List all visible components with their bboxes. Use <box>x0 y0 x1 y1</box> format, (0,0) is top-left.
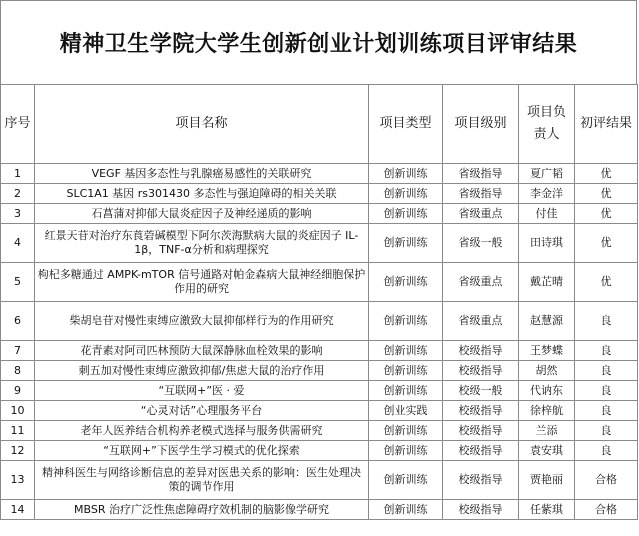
cell-type: 创新训练 <box>369 184 443 204</box>
table-row <box>1 341 638 361</box>
cell-no: 5 <box>1 263 35 302</box>
table-row <box>1 184 638 204</box>
cell-type: 创新训练 <box>369 341 443 361</box>
cell-result: 优 <box>575 184 638 204</box>
cell-type: 创新训练 <box>369 500 443 520</box>
cell-name: 老年人医养结合机构养老模式选择与服务供需研究 <box>35 421 369 441</box>
cell-level: 校级指导 <box>443 461 519 500</box>
cell-name: “互联网+”下医学生学习模式的优化探索 <box>35 441 369 461</box>
cell-leader: 代讷东 <box>519 381 575 401</box>
cell-result: 优 <box>575 224 638 263</box>
cell-type: 创新训练 <box>369 461 443 500</box>
document-title: 精神卫生学院大学生创新创业计划训练项目评审结果 <box>0 0 637 85</box>
cell-level: 省级重点 <box>443 302 519 341</box>
cell-no: 9 <box>1 381 35 401</box>
cell-result: 良 <box>575 401 638 421</box>
cell-no: 3 <box>1 204 35 224</box>
cell-name: “心灵对话”心理服务平台 <box>35 401 369 421</box>
cell-leader: 王梦蝶 <box>519 341 575 361</box>
cell-type: 创新训练 <box>369 302 443 341</box>
cell-no: 2 <box>1 184 35 204</box>
table-row <box>1 441 638 461</box>
cell-level: 校级一般 <box>443 381 519 401</box>
cell-no: 1 <box>1 164 35 184</box>
header-row <box>1 85 638 164</box>
cell-name: 柴胡皂苷对慢性束缚应激致大鼠抑郁样行为的作用研究 <box>35 302 369 341</box>
cell-type: 创新训练 <box>369 204 443 224</box>
table-row <box>1 421 638 441</box>
cell-leader: 胡然 <box>519 361 575 381</box>
cell-leader: 田诗琪 <box>519 224 575 263</box>
table-row <box>1 204 638 224</box>
cell-type: 创新训练 <box>369 361 443 381</box>
cell-no: 6 <box>1 302 35 341</box>
cell-level: 校级指导 <box>443 341 519 361</box>
cell-result: 良 <box>575 361 638 381</box>
cell-type: 创新训练 <box>369 441 443 461</box>
cell-result: 优 <box>575 204 638 224</box>
cell-result: 良 <box>575 381 638 401</box>
table-row <box>1 164 638 184</box>
cell-level: 省级一般 <box>443 224 519 263</box>
cell-name: 花青素对阿司匹林预防大鼠深静脉血栓效果的影响 <box>35 341 369 361</box>
cell-no: 7 <box>1 341 35 361</box>
header-name: 项目名称 <box>35 85 369 164</box>
cell-type: 创新训练 <box>369 421 443 441</box>
cell-leader: 袁安琪 <box>519 441 575 461</box>
cell-leader: 戴芷晴 <box>519 263 575 302</box>
cell-no: 8 <box>1 361 35 381</box>
table-row <box>1 401 638 421</box>
cell-level: 校级指导 <box>443 401 519 421</box>
cell-name: 红景天苷对治疗东莨菪碱模型下阿尔茨海默病大鼠的炎症因子 IL-1β，TNF-α分析和病理探究 <box>35 224 369 263</box>
cell-leader: 付佳 <box>519 204 575 224</box>
cell-leader: 徐梓航 <box>519 401 575 421</box>
cell-name: 枸杞多糖通过 AMPK-mTOR 信号通路对帕金森病大鼠神经细胞保护作用的研究 <box>35 263 369 302</box>
cell-result: 优 <box>575 164 638 184</box>
cell-no: 10 <box>1 401 35 421</box>
cell-leader: 贾艳丽 <box>519 461 575 500</box>
cell-no: 13 <box>1 461 35 500</box>
cell-result: 合格 <box>575 500 638 520</box>
cell-no: 12 <box>1 441 35 461</box>
cell-name: MBSR 治疗广泛性焦虑障碍疗效机制的脑影像学研究 <box>35 500 369 520</box>
cell-result: 优 <box>575 263 638 302</box>
cell-leader: 夏广韬 <box>519 164 575 184</box>
cell-no: 4 <box>1 224 35 263</box>
results-table <box>0 84 638 520</box>
cell-type: 创新训练 <box>369 164 443 184</box>
header-seq: 序号 <box>1 85 35 164</box>
cell-leader: 任紫琪 <box>519 500 575 520</box>
cell-name: SLC1A1 基因 rs301430 多态性与强迫障碍的相关关联 <box>35 184 369 204</box>
table-body <box>1 164 638 520</box>
cell-level: 校级指导 <box>443 500 519 520</box>
cell-name: VEGF 基因多态性与乳腺癌易感性的关联研究 <box>35 164 369 184</box>
table-row <box>1 263 638 302</box>
cell-level: 省级重点 <box>443 204 519 224</box>
cell-name: 精神科医生与网络诊断信息的差异对医患关系的影响：医生处理决策的调节作用 <box>35 461 369 500</box>
cell-name: 石菖蒲对抑郁大鼠炎症因子及神经递质的影响 <box>35 204 369 224</box>
table-row <box>1 381 638 401</box>
cell-leader: 李金洋 <box>519 184 575 204</box>
cell-no: 14 <box>1 500 35 520</box>
table-row <box>1 461 638 500</box>
table-row <box>1 500 638 520</box>
cell-level: 省级重点 <box>443 263 519 302</box>
cell-type: 创业实践 <box>369 401 443 421</box>
cell-type: 创新训练 <box>369 381 443 401</box>
cell-result: 良 <box>575 302 638 341</box>
cell-level: 省级指导 <box>443 164 519 184</box>
cell-result: 良 <box>575 421 638 441</box>
header-result: 初评结果 <box>575 85 638 164</box>
cell-level: 省级指导 <box>443 184 519 204</box>
table-row <box>1 224 638 263</box>
cell-name: “互联网+”医 · 爱 <box>35 381 369 401</box>
cell-level: 校级指导 <box>443 441 519 461</box>
cell-level: 校级指导 <box>443 361 519 381</box>
table-row <box>1 361 638 381</box>
cell-result: 良 <box>575 341 638 361</box>
cell-leader: 兰添 <box>519 421 575 441</box>
cell-result: 合格 <box>575 461 638 500</box>
cell-type: 创新训练 <box>369 263 443 302</box>
cell-no: 11 <box>1 421 35 441</box>
cell-name: 刺五加对慢性束缚应激致抑郁/焦虑大鼠的治疗作用 <box>35 361 369 381</box>
cell-level: 校级指导 <box>443 421 519 441</box>
cell-type: 创新训练 <box>369 224 443 263</box>
header-level: 项目级别 <box>443 85 519 164</box>
cell-result: 良 <box>575 441 638 461</box>
cell-leader: 赵慧源 <box>519 302 575 341</box>
header-type: 项目类型 <box>369 85 443 164</box>
header-leader: 项目负责人 <box>519 85 575 164</box>
table-row <box>1 302 638 341</box>
